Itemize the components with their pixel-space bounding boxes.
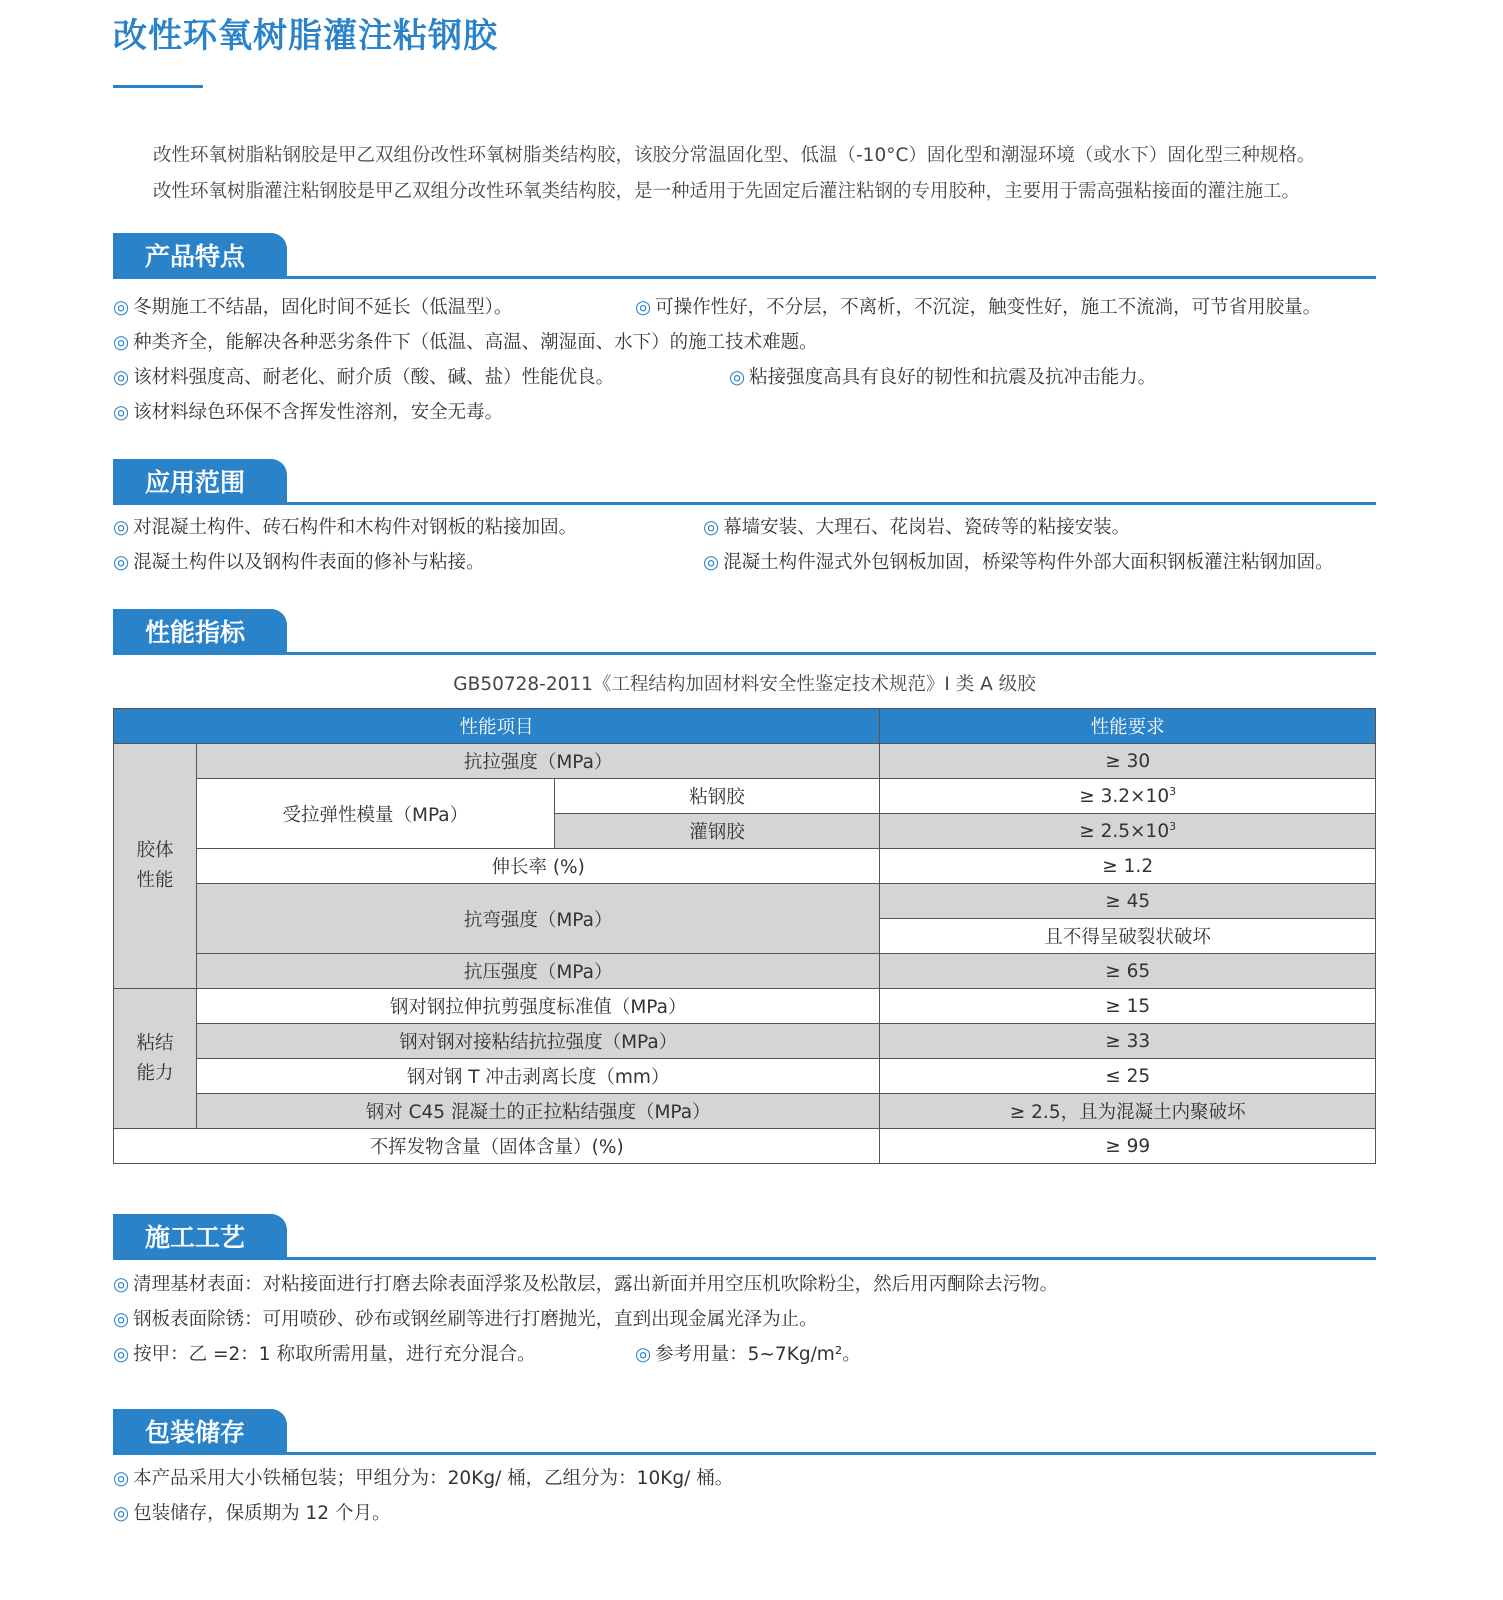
list-item-text: 粘接强度高具有良好的韧性和抗震及抗冲击能力。	[749, 367, 1157, 388]
table-row	[114, 849, 1376, 884]
list-item-text: 参考用量：5~7Kg/m²。	[655, 1344, 861, 1365]
list-item	[703, 545, 1334, 580]
item-cell: 钢对钢 T 冲击剥离长度（mm）	[196, 1059, 879, 1094]
bullet-circle-icon: ◎	[113, 1468, 130, 1489]
divider	[113, 1452, 1376, 1455]
list-line	[113, 1461, 1413, 1496]
list-item	[113, 360, 614, 395]
value-cell: ≥ 65	[880, 954, 1376, 989]
header-cell: 性能项目	[114, 709, 880, 744]
bullet-circle-icon: ◎	[703, 517, 720, 538]
value-cell: ≤ 25	[880, 1059, 1376, 1094]
table-row	[114, 1024, 1376, 1059]
table-row	[114, 1059, 1376, 1094]
bullet-circle-icon: ◎	[635, 1344, 652, 1365]
section-header-performance	[113, 609, 1376, 655]
list-item	[703, 510, 1130, 545]
section-header-process	[113, 1214, 1376, 1260]
section-header-scope	[113, 459, 1376, 505]
item-cell: 抗压强度（MPa）	[196, 954, 879, 989]
item-cell: 抗弯强度（MPa）	[196, 884, 879, 954]
table-row	[114, 744, 1376, 779]
item-cell: 不挥发物含量（固体含量）(%)	[114, 1129, 880, 1164]
list-item-text: 本产品采用大小铁桶包装；甲组分为：20Kg/ 桶，乙组分为：10Kg/ 桶。	[133, 1468, 734, 1489]
item-cell: 钢对 C45 混凝土的正拉粘结强度（MPa）	[196, 1094, 879, 1129]
section-title: 产品特点	[113, 233, 287, 279]
list-item-text: 按甲：乙 =2：1 称取所需用量，进行充分混合。	[133, 1344, 536, 1365]
bullet-circle-icon: ◎	[113, 517, 130, 538]
category-cell: 胶体 性能	[114, 744, 197, 989]
list-item	[729, 360, 1156, 395]
value-cell: ≥ 1.2	[880, 849, 1376, 884]
list-line	[113, 290, 1413, 325]
table-row	[114, 884, 1376, 919]
list-item-text: 可操作性好，不分层，不离析，不沉淀，触变性好，施工不流淌，可节省用胶量。	[655, 297, 1322, 318]
list-item-text: 包装储存，保质期为 12 个月。	[133, 1503, 391, 1524]
list-line	[113, 1302, 1413, 1337]
title-underline	[113, 85, 203, 88]
value-cell	[880, 779, 1376, 814]
value-cell: ≥ 30	[880, 744, 1376, 779]
list-item-text: 钢板表面除锈：可用喷砂、砂布或钢丝刷等进行打磨抛光，直到出现金属光泽为止。	[133, 1309, 818, 1330]
item-cell: 伸长率 (%)	[196, 849, 879, 884]
table-caption: GB50728-2011《工程结构加固材料安全性鉴定技术规范》I 类 A 级胶	[453, 674, 1036, 695]
list-item-text: 该材料强度高、耐老化、耐介质（酸、碱、盐）性能优良。	[133, 367, 615, 388]
bullet-circle-icon: ◎	[113, 367, 130, 388]
bullet-circle-icon: ◎	[729, 367, 746, 388]
table-row	[114, 954, 1376, 989]
list-line	[113, 510, 1413, 545]
value-cell: ≥ 15	[880, 989, 1376, 1024]
value-cell: ≥ 2.5，且为混凝土内聚破坏	[880, 1094, 1376, 1129]
bullet-circle-icon: ◎	[113, 1344, 130, 1365]
list-line	[113, 545, 1413, 580]
list-line	[113, 1337, 1413, 1372]
page-title: 改性环氧树脂灌注粘钢胶	[113, 16, 498, 56]
list-line	[113, 325, 1413, 360]
value-cell: 且不得呈破裂状破坏	[880, 919, 1376, 954]
value-text: ≥ 3.2×10	[1079, 786, 1170, 808]
list-item-text: 该材料绿色环保不含挥发性溶剂，安全无毒。	[133, 402, 504, 423]
list-item	[113, 1337, 535, 1372]
item-cell: 抗拉强度（MPa）	[196, 744, 879, 779]
table-row	[114, 779, 1376, 814]
list-item	[113, 1267, 1058, 1302]
subitem-cell: 粘钢胶	[554, 779, 880, 814]
list-line	[113, 360, 1413, 395]
list-item	[113, 1302, 818, 1337]
bullet-circle-icon: ◎	[113, 332, 130, 353]
section-header-package	[113, 1409, 1376, 1455]
list-item	[113, 290, 512, 325]
header-cell: 性能要求	[880, 709, 1376, 744]
section-title: 施工工艺	[113, 1214, 287, 1260]
value-cell: ≥ 33	[880, 1024, 1376, 1059]
section-title: 应用范围	[113, 459, 287, 505]
bullet-circle-icon: ◎	[703, 552, 720, 573]
divider	[113, 502, 1376, 505]
bullet-circle-icon: ◎	[113, 1274, 130, 1295]
list-item	[113, 1461, 733, 1496]
list-item-text: 种类齐全，能解决各种恶劣条件下（低温、高温、潮湿面、水下）的施工技术难题。	[133, 332, 818, 353]
table-row	[114, 989, 1376, 1024]
list-item	[113, 1496, 390, 1531]
bullet-circle-icon: ◎	[635, 297, 652, 318]
item-cell: 钢对钢对接粘结抗拉强度（MPa）	[196, 1024, 879, 1059]
section-title: 包装储存	[113, 1409, 287, 1455]
list-item-text: 混凝土构件以及钢构件表面的修补与粘接。	[133, 552, 485, 573]
divider	[113, 1257, 1376, 1260]
intro-paragraph	[153, 138, 1315, 210]
divider	[113, 652, 1376, 655]
section-title: 性能指标	[113, 609, 287, 655]
intro-line: 改性环氧树脂粘钢胶是甲乙双组份改性环氧树脂类结构胶，该胶分常温固化型、低温（-10°C）固化型和潮湿环境（或水下）固化型三种规格。	[153, 145, 1316, 166]
list-item-text: 冬期施工不结晶，固化时间不延长（低温型）。	[133, 297, 513, 318]
list-item	[113, 510, 577, 545]
list-item	[113, 395, 503, 430]
exponent: 3	[1169, 784, 1177, 798]
value-cell	[880, 814, 1376, 849]
list-item	[113, 545, 485, 580]
list-item	[635, 1337, 861, 1372]
item-cell: 钢对钢拉伸抗剪强度标准值（MPa）	[196, 989, 879, 1024]
intro-line: 改性环氧树脂灌注粘钢胶是甲乙双组分改性环氧类结构胶，是一种适用于先固定后灌注粘钢的专用胶种，主要用于需高强粘接面的灌注施工。	[153, 181, 1301, 202]
exponent: 3	[1169, 819, 1177, 833]
list-item-text: 幕墙安装、大理石、花岗岩、瓷砖等的粘接安装。	[723, 517, 1131, 538]
list-item	[635, 290, 1321, 325]
value-cell: ≥ 45	[880, 884, 1376, 919]
list-item	[113, 325, 818, 360]
value-text: ≥ 2.5×10	[1079, 821, 1170, 843]
divider	[113, 276, 1376, 279]
subitem-cell: 灌钢胶	[554, 814, 880, 849]
performance-table	[113, 708, 1376, 1164]
table-row	[114, 1094, 1376, 1129]
list-line	[113, 395, 1413, 430]
table-row	[114, 1129, 1376, 1164]
bullet-circle-icon: ◎	[113, 1503, 130, 1524]
bullet-circle-icon: ◎	[113, 402, 130, 423]
list-item-text: 清理基材表面：对粘接面进行打磨去除表面浮浆及松散层，露出新面并用空压机吹除粉尘，然后用丙酮除去污物。	[133, 1274, 1059, 1295]
list-item-text: 混凝土构件湿式外包钢板加固，桥梁等构件外部大面积钢板灌注粘钢加固。	[723, 552, 1334, 573]
table-header-row	[114, 709, 1376, 744]
value-cell: ≥ 99	[880, 1129, 1376, 1164]
list-line	[113, 1496, 1413, 1531]
bullet-circle-icon: ◎	[113, 297, 130, 318]
category-cell: 粘结 能力	[114, 989, 197, 1129]
list-line	[113, 1267, 1413, 1302]
bullet-circle-icon: ◎	[113, 552, 130, 573]
bullet-circle-icon: ◎	[113, 1309, 130, 1330]
section-header-features	[113, 233, 1376, 279]
list-item-text: 对混凝土构件、砖石构件和木构件对钢板的粘接加固。	[133, 517, 578, 538]
item-cell: 受拉弹性模量（MPa）	[196, 779, 554, 849]
